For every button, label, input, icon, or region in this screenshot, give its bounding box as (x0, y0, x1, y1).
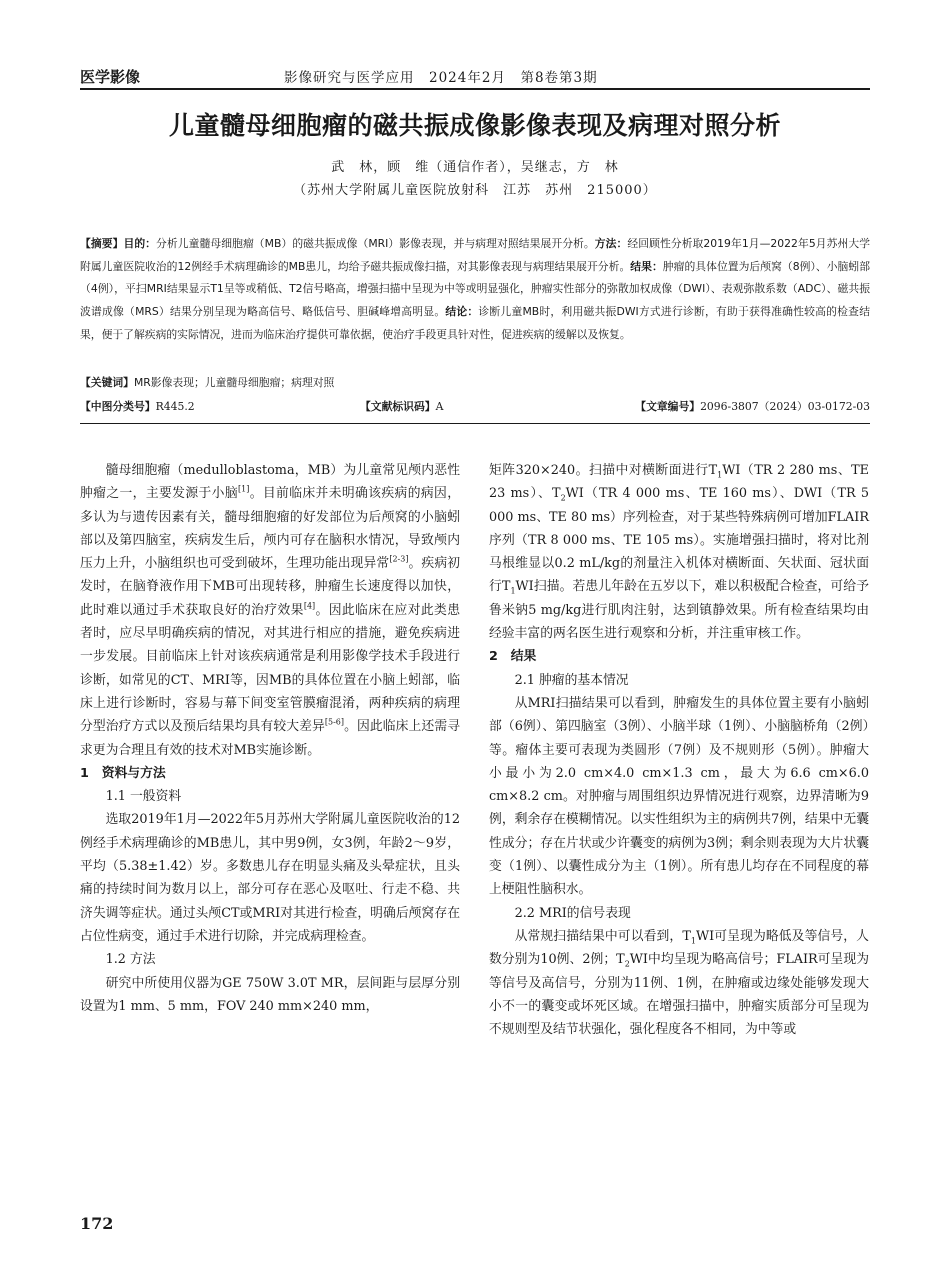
method-label: 方法： (594, 237, 628, 250)
keywords (80, 375, 870, 390)
heading-results: 2 结果 (489, 649, 537, 665)
citation: [2-3] (389, 554, 409, 564)
keywords-text: MR影像表现；儿童髓母细胞瘤；病理对照 (133, 376, 335, 389)
page-number: 172 (80, 1214, 114, 1233)
document-code: 【文献标识码】A (360, 400, 444, 413)
purpose-label: 目的： (123, 237, 157, 250)
article-title: 儿童髓母细胞瘤的磁共振成像影像表现及病理对照分析 (168, 111, 781, 140)
section-label: 医学影像 (80, 68, 141, 86)
clc-number: 【中图分类号】R445.2 (80, 400, 195, 413)
keywords-tag: 【关键词】 (80, 376, 134, 389)
abstract-result: 肿瘤的具体位置为后颅窝（8例）、小脑蚓部（4例），平扫MRI结果显示T1呈等或稍低、T2信号略高，增强扫描中呈现为中等或明显强化，肿瘤实性部分的弥散加权成像（DWI）、表观弥散系数（ADC）、磁共振波谱成像（MRS）结果分别呈现为略高信号、略低信号、胆碱峰增高明显。 (80, 259, 871, 319)
abstract-method: 经回顾性分析取2019年1月—2022年5月苏州大学附属儿童医院收治的12例经手术病理确诊的MB患儿，均给予磁共振成像扫描，对其影像表现与病理结果展开分析。 (80, 237, 871, 273)
intro-paragraph: 髓母细胞瘤（medulloblastoma，MB）为儿童常见颅内恶性肿瘤之一，主要发源于小脑[1]。目前临床并未明确该疾病的病因，多认为与遗传因素有关，髓母细胞瘤的好发部位为后颅窝的小脑蚓部以及第四脑室，疾病发生后，颅内可存在脑积水情况，导致颅内压力上升，小脑组织也可受到破坏，生理功能出现异常[2-3]。疾病初发时，在脑脊液作用下MB可出现转移，肿瘤生长速度得以加快，此时难以通过手术获取良好的治疗效果[4]。因此临床在应对此类患者时，应尽早明确疾病的情况，对其进行相应的措施，避免疾病进一步发展。目前临床上针对该疾病通常是利用影像学技术手段进行诊断，如常见的CT、MRI等，因MB的具体位置在小脑上蚓部，临床上进行诊断时，容易与幕下间变室管膜瘤混淆，两种疾病的病理分型治疗方式以及预后结果均具有较大差异[5-6]。因此临床上还需寻求更为合理且有效的技术对MB实施诊断。 (80, 463, 461, 758)
classification-line (80, 399, 870, 417)
header-rule (80, 88, 870, 90)
body-column-left (80, 459, 460, 1018)
result-label: 结果： (630, 259, 663, 273)
heading-mri-signal: 2.2 MRI的信号表现 (514, 905, 631, 921)
tumor-paragraph: 从MRI扫描结果可以看到，肿瘤发生的具体位置主要有小脑蚓部（6例）、第四脑室（3例）、小脑半球（1例）、小脑脑桥角（2例）等。瘤体主要可表现为类圆形（7例）及不规则形（5例）。肿瘤大小最小为2.0 cm×4.0 cm×1.3 cm，最大为6.6 cm×6.0 cm×8.2 cm。对肿瘤与周围组织边界情况进行观察，边界清晰为9例，剩余存在模糊情况。以实性组织为主的病例共7例，结果中无囊性成分；存在片状或少许囊变的病例为3例；剩余则表现为大片状囊变（1例）、以囊性成分为主（1例）。所有患儿均存在不同程度的幕上梗阻性脑积水。 (489, 695, 869, 898)
signal-paragraph: 从常规扫描结果中可以看到，$T_1WI$可呈现为略低及等信号，人数分别为10例、2例；$T_2WI$中均呈现为略高信号；FLAIR可呈现为等信号及高信号，分别为11例、1例，在肿瘤或边缘处能够发现大小不一的囊变或坏死区域。在增强扫描中，肿瘤实质部分可呈现为不规则型及结节状强化，强化程度各不相同，为中等或 (489, 928, 869, 1038)
heading-tumor-basics: 2.1 肿瘤的基本情况 (514, 672, 629, 688)
abstract-tag: 【摘要】 (80, 237, 124, 250)
heading-materials-methods: 1 资料与方法 (80, 765, 166, 781)
citation: [4] (303, 601, 316, 611)
running-header (80, 64, 870, 90)
general-data-paragraph: 选取2019年1月—2022年5月苏州大学附属儿童医院收治的12例经手术病理确诊的MB患儿，其中男9例，女3例，年龄2～9岁，平均（5.38±1.42）岁。多数患儿存在明显头痛及头晕症状，且头痛的持续时间为数月以上，部分可存在恶心及呕吐、行走不稳、共济失调等症状。通过头颅CT或MRI对其进行检查，明确后颅窝存在占位性病变，通过手术进行切除，并完成病理检查。 (80, 812, 460, 944)
citation: [5-6] (324, 718, 345, 727)
method-paragraph: 研究中所使用仪器为GE 750W 3.0T MR，层间距与层厚分别设置为1 mm、5 mm，FOV 240 mm×240 mm， (80, 975, 460, 1014)
citation: [1] (238, 485, 250, 495)
journal-info: 影像研究与医学应用 2024年2月 第8卷第3期 (284, 70, 598, 86)
authors: 武 林，顾 维（通信作者），吴继志，方 林 (331, 160, 619, 175)
article-number: 【文章编号】2096-3807（2024）03-0172-03 (635, 400, 870, 413)
abstract-conclusion: 诊断儿童MB时，利用磁共振DWI方式进行诊断，有助于获得准确性较高的检查结果，便于了解疾病的实际情况，进而为临床治疗提供可靠依据，使治疗手段更具针对性，促进疾病的缓解以及恢复。 (80, 305, 870, 341)
conclusion-label: 结论： (445, 305, 479, 319)
method-continued-paragraph: 矩阵320×240。扫描中对横断面进行$T_1WI(TR$ 2 280 ms、TE 23 ms）、$T_2WI(TR$ 4 000 ms、TE 160 ms）、DWI（TR 5 000 ms、TE 80 ms）序列检查，对于某些特殊病例可增加FLAIR序列（TR 8 000 ms、TE 105 ms）。实施增强扫描时，将对比剂马根维显以0.2 mL/kg的剂量注入机体对横断面、矢状面、冠状面行$T_1WI$扫描。若患儿年龄在五岁以下，难以积极配合检查，可给予鲁米钠5 mg/kg进行肌肉注射，达到镇静效果。所有检查结果均由经验丰富的两名医生进行观察和分析，并注重审核工作。 (489, 463, 870, 642)
heading-general-data: 1.1 一般资料 (105, 789, 182, 805)
body-column-right (489, 459, 869, 1041)
heading-method: 1.2 方法 (105, 952, 156, 968)
abstract-rule (80, 423, 870, 424)
abstract-purpose: 分析儿童髓母细胞瘤（MB）的磁共振成像（MRI）影像表现，并与病理对照结果展开分析。 (156, 237, 595, 250)
abstract (80, 233, 870, 347)
affiliation: （苏州大学附属儿童医院放射科 江苏 苏州 215000） (293, 183, 657, 198)
